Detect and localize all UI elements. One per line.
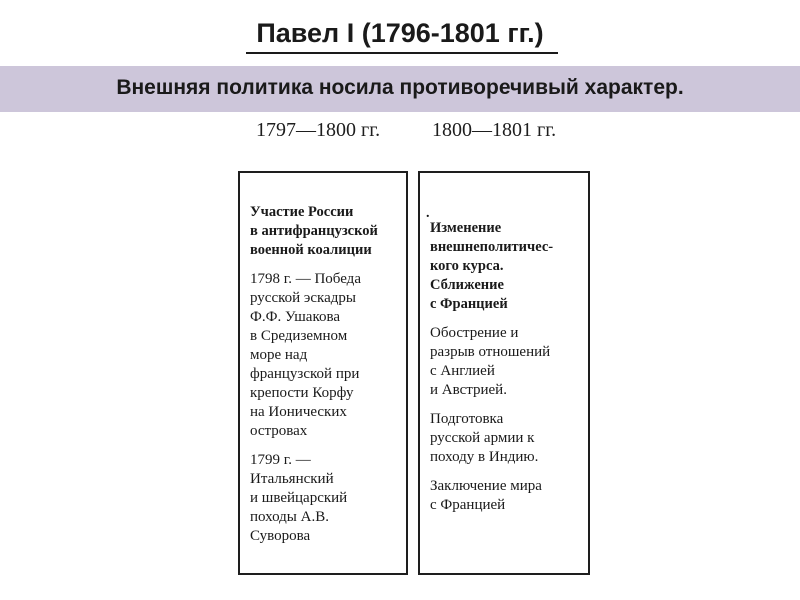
title-underline (246, 52, 558, 54)
stray-dot: . (426, 206, 430, 221)
column-left-paragraph-1: 1798 г. — Победа русской эскадры Ф.Ф. Ушакова в Средиземном море над французской при крепости Корфу на Ионических островах (250, 271, 361, 439)
subtitle-text: Внешняя политика носила противоречивый характер. (116, 76, 684, 99)
period-label-left: 1797—1800 гг. (256, 119, 381, 141)
column-right-paragraph-3: Заключение мира с Францией (430, 478, 542, 513)
column-right-box (418, 171, 590, 575)
slide-title: Павел I (1796-1801 гг.) (256, 18, 544, 48)
period-label-right: 1800—1801 гг. (432, 119, 557, 141)
column-left-box (238, 171, 408, 575)
column-right-heading: Изменение внешнеполитичес- кого курса. Сближение с Францией (430, 220, 554, 312)
column-left-heading: Участие России в антифранцузской военной коалиции (250, 204, 378, 258)
column-right-paragraph-1: Обострение и разрыв отношений с Англией и Австрией. (430, 325, 551, 398)
column-left-paragraph-2: 1799 г. — Итальянский и швейцарский походы А.В. Суворова (250, 452, 348, 544)
column-right-paragraph-2: Подготовка русской армии к походу в Индию. (430, 411, 539, 465)
